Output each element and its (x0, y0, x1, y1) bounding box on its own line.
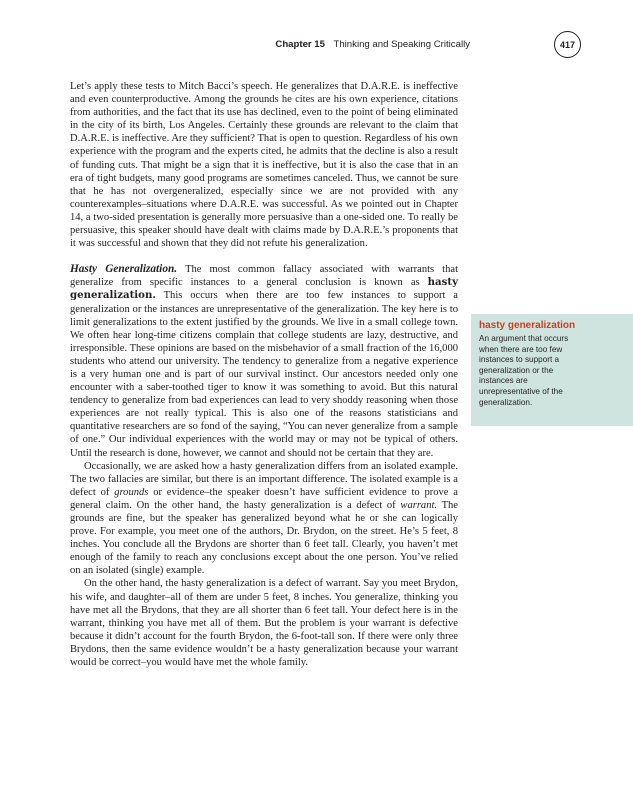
paragraph-1: Let’s apply these tests to Mitch Bacci’s speech. He generalizes that D.A.R.E. is ineffective and even counterproductive. Among the grounds he cites are his own experience, citations from authorities, and the fact that its use has declined, even to the point of being eliminated in the city of its birth, Los Angeles. Certainly these grounds are relevant to the claim that D.A.R.E. is ineffective. Are they sufficient? That is open to question. Regardless of his own experience with the program and the experts cited, he admits that the decline is also a result of funding cuts. That might be a sign that it is ineffective, but it is also the case that in an era of tight budgets, many good programs are sometimes canceled. Thus, we cannot be sure that he has not overgeneralized, especially since we are not provided with any counterexamples–situations where D.A.R.E. was successful. As we pointed out in Chapter 14, a two-sided presentation is generally more persuasive than a one-sided one. To really be persuasive, this speaker should have dealt with claims made by D.A.R.E.’s proponents that it was successful and shown that they did not refute his generalization. (70, 81, 458, 250)
key-term: hasty generalization. (70, 276, 458, 302)
paragraph-2 (70, 263, 458, 459)
paragraph-3-part-1: Occasionally, we are asked how a hasty generalization differs from an isolated example. The two fallacies are similar, but there is an important difference. The isolated example is a defect of (70, 460, 458, 498)
paragraph-3-part-2: or evidence–the speaker doesn’t have sufficient evidence to prove a general claim. On the other hand, the hasty generalization is a defect of (70, 486, 458, 511)
paragraph-3-part-3: The grounds are fine, but the speaker has generalized beyond what he or she can logically prove. For example, you meet one of the authors, Dr. Brydon, on the street. He’s 5 feet, 8 inches. You conclude all the Brydons are shorter than 6 feet tall. Clearly, you haven’t met enough of the family to reach any conclusions except about the one person. You’ve relied on an isolated (single) example. (70, 499, 458, 577)
section-heading: Hasty Generalization. (70, 263, 178, 276)
emphasis-warrant: warrant. (400, 499, 438, 511)
emphasis-grounds: grounds (114, 486, 149, 498)
body-text (70, 80, 458, 669)
paragraph-2-rest: This occurs when there are too few instances to support a generalization or the instances are unrepresentative of the generalization. The key here is to limit generalizations to the extent justified by the grounds. We live in a small college town. We often hear long-time citizens complain that college students are lazy, destructive, and irresponsible. These opinions are based on the misbehavior of a small fraction of the 16,000 students who attend our university. The tendency to generalize from a negative experience is a very human one and is part of our survival instinct. Our ancestors needed only one encounter with a saber-toothed tiger to know it was something to avoid. But this natural tendency to generalize from bad experiences can lead to very shoddy reasoning when those experiences are not really typical. This is also one of the reasons statisticians and quantitative researchers are so fond of the saying, “You can never generalize from a sample of one.” Our individual experiences with the world may or may not be typical of others. Until the research is done, however, we cannot and should not be certain that they are. (70, 290, 458, 459)
paragraph-3 (70, 460, 458, 578)
page-number: 417 (554, 31, 581, 58)
chapter-label: Chapter 15 (275, 39, 325, 50)
paragraph-4: On the other hand, the hasty generalization is a defect of warrant. Say you meet Brydon, his wife, and daughter–all of them are under 5 feet, 8 inches. You generalize, thinking you have met all the Brydons, that they are all shorter than 6 feet tall. Your defect here is in the warrant, thinking you have met all of them. But the problem is your warrant is defective because it didn’t account for the fourth Brydon, the 6-foot-tall son. If there were only three Brydons, then the same evidence wouldn’t be a hasty generalization because your warrant would be correct–you would have met the whole family. (70, 578, 458, 669)
glossary-sidebar (471, 314, 633, 426)
running-header (0, 39, 470, 50)
paragraph-2-lead: The most common fallacy associated with warrants that generalize from specific instances to a general conclusion is known as (70, 264, 458, 289)
glossary-definition: An argument that occurs when there are too few instances to support a generalization or the instances are unrepresentative of the generalization. (479, 334, 569, 407)
glossary-term: hasty generalization (479, 320, 576, 331)
chapter-title: Thinking and Speaking Critically (333, 39, 470, 50)
